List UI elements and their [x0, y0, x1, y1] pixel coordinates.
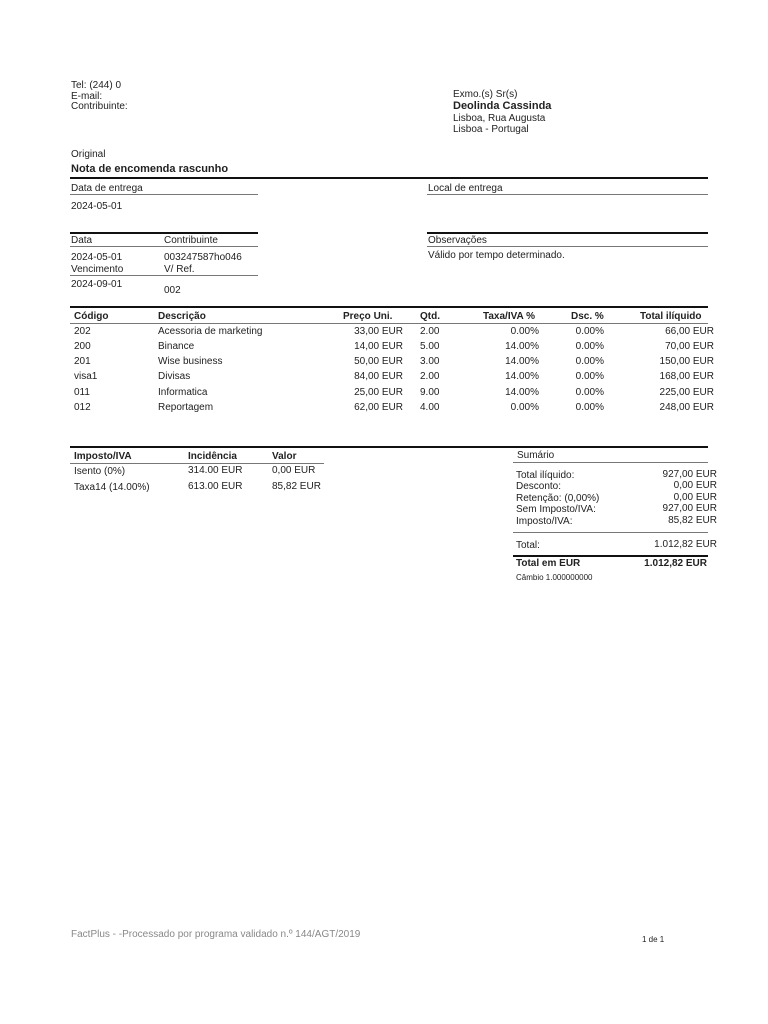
item-discount: 0.00% [575, 371, 604, 382]
delivery-date-label: Data de entrega [71, 183, 143, 194]
summary-grand-label: Total em EUR [516, 558, 581, 569]
summary-line-value: 0,00 EUR [673, 492, 717, 503]
item-tax: 14.00% [505, 341, 539, 352]
table-row [70, 326, 720, 341]
info-ref-value: 002 [164, 285, 181, 296]
info-obs-value: Válido por tempo determinado. [428, 250, 565, 261]
summary-exchange-rate: Câmbio 1.000000000 [516, 573, 593, 582]
item-total: 248,00 EUR [659, 402, 714, 413]
item-tax: 0.00% [510, 326, 539, 337]
items-header-code: Código [74, 311, 109, 322]
info-data-label: Data [71, 235, 93, 246]
item-discount: 0.00% [575, 387, 604, 398]
footer-text: FactPlus - -Processado por programa validado n.º 144/AGT/2019 [71, 929, 361, 940]
item-tax: 14.00% [505, 371, 539, 382]
tax-row-value: 85,82 EUR [272, 481, 321, 492]
item-quantity: 2.00 [420, 371, 440, 382]
doc-title: Nota de encomenda rascunho [71, 163, 229, 175]
info-contribuinte-label: Contribuinte [164, 235, 218, 246]
items-top-border [70, 306, 708, 308]
item-discount: 0.00% [575, 326, 604, 337]
item-description: Wise business [158, 356, 223, 367]
info-obs-label: Observações [428, 235, 487, 246]
tax-summary-divider [70, 446, 708, 448]
title-divider [70, 177, 708, 179]
info-ref-label: V/ Ref. [164, 264, 195, 275]
item-unit-price: 50,00 EUR [354, 356, 403, 367]
summary-line-label: Desconto: [516, 481, 562, 492]
item-tax: 14.00% [505, 356, 539, 367]
items-header-description: Descrição [158, 311, 206, 322]
item-quantity: 2.00 [420, 326, 440, 337]
items-header-discount: Dsc. % [571, 311, 604, 322]
summary-line-label: Total ilíquido: [516, 470, 575, 481]
summary-title-underline [513, 462, 708, 463]
items-header-tax: Taxa/IVA % [483, 311, 536, 322]
client-address-line1: Lisboa, Rua Augusta [453, 113, 546, 124]
tax-row-label: Isento (0%) [74, 466, 126, 477]
item-unit-price: 14,00 EUR [354, 341, 403, 352]
item-unit-price: 62,00 EUR [354, 402, 403, 413]
delivery-date-underline [70, 194, 258, 195]
item-description: Divisas [158, 371, 191, 382]
item-code: 011 [74, 387, 90, 398]
delivery-date-value: 2024-05-01 [71, 201, 123, 212]
item-tax: 0.00% [510, 402, 539, 413]
summary-line-label: Imposto/IVA: [516, 516, 573, 527]
tax-header-incidencia: Incidência [188, 451, 237, 462]
item-code: 012 [74, 402, 91, 413]
tax-header-underline [70, 463, 324, 464]
item-discount: 0.00% [575, 356, 604, 367]
item-unit-price: 84,00 EUR [354, 371, 403, 382]
company-tel: Tel: (244) 0 [71, 80, 122, 91]
summary-total-value: 1.012,82 EUR [654, 539, 717, 550]
items-header-unit-price: Preço Uni. [343, 311, 393, 322]
item-description: Reportagem [158, 402, 214, 413]
summary-grand-divider [513, 555, 708, 557]
table-row [70, 371, 720, 386]
delivery-place-label: Local de entrega [428, 183, 503, 194]
item-total: 168,00 EUR [659, 371, 714, 382]
item-discount: 0.00% [575, 341, 604, 352]
tax-row-incidence: 613.00 EUR [188, 481, 243, 492]
tax-header-imposto: Imposto/IVA [74, 451, 132, 462]
table-row [70, 402, 720, 417]
items-header-quantity: Qtd. [420, 311, 440, 322]
item-description: Binance [158, 341, 195, 352]
info-divider-right [427, 232, 708, 234]
items-header-underline [70, 323, 708, 324]
item-description: Informatica [158, 387, 208, 398]
table-row [70, 341, 720, 356]
item-total: 150,00 EUR [659, 356, 714, 367]
summary-line-value: 927,00 EUR [662, 469, 717, 480]
summary-divider [513, 532, 708, 533]
tax-header-valor: Valor [272, 451, 297, 462]
items-header-total: Total ilíquido [640, 311, 702, 322]
item-code: 202 [74, 326, 91, 337]
item-description: Acessoria de marketing [158, 326, 263, 337]
tax-row-value: 0,00 EUR [272, 465, 316, 476]
company-contribuinte: Contribuinte: [71, 101, 128, 112]
info-vencimento-value: 2024-09-01 [71, 279, 123, 290]
item-tax: 14.00% [505, 387, 539, 398]
item-code: 200 [74, 341, 91, 352]
info-header-underline [70, 246, 258, 247]
summary-line-value: 0,00 EUR [673, 480, 717, 491]
tax-row-incidence: 314.00 EUR [188, 465, 243, 476]
info-vencimento-underline [70, 275, 258, 276]
summary-line-value: 927,00 EUR [662, 503, 717, 514]
info-data-value: 2024-05-01 [71, 252, 123, 263]
item-total: 225,00 EUR [659, 387, 714, 398]
item-quantity: 9.00 [420, 387, 440, 398]
item-unit-price: 25,00 EUR [354, 387, 403, 398]
item-quantity: 3.00 [420, 356, 440, 367]
client-name: Deolinda Cassinda [453, 100, 552, 112]
summary-line-label: Sem Imposto/IVA: [516, 504, 596, 515]
summary-line-label: Retenção: (0,00%) [516, 493, 600, 504]
summary-line-value: 85,82 EUR [668, 515, 717, 526]
item-quantity: 4.00 [420, 402, 440, 413]
table-row [70, 356, 720, 371]
item-discount: 0.00% [575, 402, 604, 413]
info-vencimento-label: Vencimento [71, 264, 124, 275]
page-number: 1 de 1 [642, 935, 665, 944]
item-code: visa1 [74, 371, 98, 382]
info-divider-left [70, 232, 258, 234]
summary-title: Sumário [517, 450, 555, 461]
item-code: 201 [74, 356, 91, 367]
obs-header-underline [427, 246, 708, 247]
item-quantity: 5.00 [420, 341, 440, 352]
table-row [70, 387, 720, 402]
client-salutation: Exmo.(s) Sr(s) [453, 89, 518, 100]
summary-grand-value: 1.012,82 EUR [644, 558, 707, 569]
company-email: E-mail: [71, 91, 103, 102]
tax-row-label: Taxa14 (14.00%) [74, 482, 150, 493]
summary-total-label: Total: [516, 540, 540, 551]
item-total: 70,00 EUR [665, 341, 714, 352]
info-contribuinte-value: 003247587ho046 [164, 252, 242, 263]
item-unit-price: 33,00 EUR [354, 326, 403, 337]
client-address-line2: Lisboa - Portugal [453, 124, 529, 135]
delivery-place-underline [427, 194, 708, 195]
doc-copy-label: Original [71, 149, 106, 160]
item-total: 66,00 EUR [665, 326, 714, 337]
